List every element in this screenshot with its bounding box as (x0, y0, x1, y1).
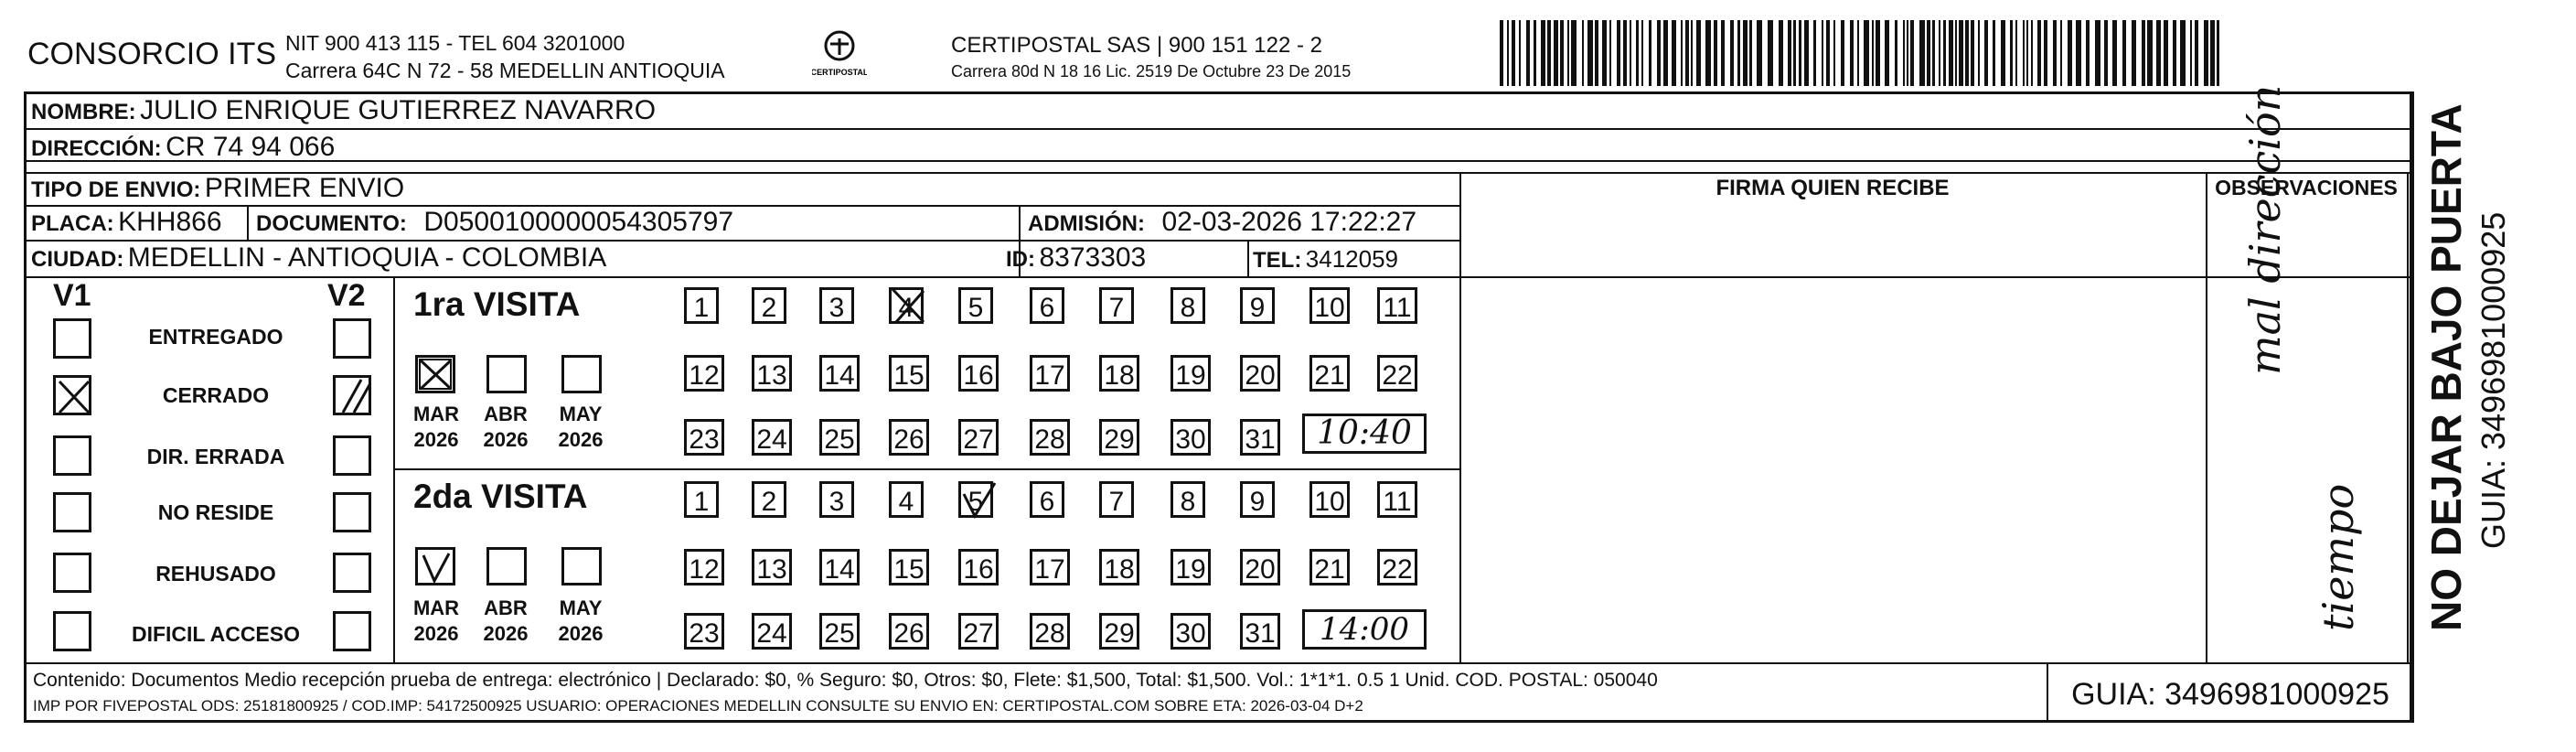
provider-address: Carrera 80d N 18 16 Lic. 2519 De Octubre 23 De 2015 (951, 62, 1352, 81)
placa-label: PLACA: (31, 211, 114, 236)
barcode-bar (1737, 20, 1740, 86)
visit2-day-8[interactable]: 8 (1170, 481, 1205, 518)
v1-checkbox-dir-errada[interactable] (53, 435, 91, 476)
barcode-bar (2122, 20, 2126, 86)
documento-label: DOCUMENTO: (256, 211, 407, 236)
visit2-day-13[interactable]: 13 (752, 549, 792, 585)
barcode-bar (1932, 20, 1935, 86)
barcode-bar (2060, 20, 2062, 86)
barcode-bar (1965, 20, 1969, 86)
visit2-day-12[interactable]: 12 (684, 549, 724, 585)
visit1-day-1[interactable]: 1 (684, 287, 719, 324)
month-label-mar-1: MAR (412, 403, 460, 425)
status-dir-errada: DIR. ERRADA (146, 445, 285, 468)
barcode-bar (1788, 20, 1791, 86)
visit2-day-26[interactable]: 26 (889, 613, 929, 650)
barcode-bar (2015, 20, 2017, 86)
status-cerrado: CERRADO (162, 383, 270, 407)
barcode-bar (2147, 20, 2153, 86)
certipostal-logo (812, 27, 867, 82)
barcode-bar (1512, 20, 1515, 86)
barcode-bar (1691, 20, 1693, 86)
provider-name: CERTIPOSTAL SAS | 900 151 122 - 2 (951, 33, 1322, 58)
v1-checkbox-no-reside[interactable] (53, 492, 91, 532)
visit2-day-10[interactable]: 10 (1309, 481, 1350, 518)
barcode-bar (2173, 20, 2176, 86)
barcode-bar (2076, 20, 2081, 86)
handwritten-observation-2: tiempo (2314, 483, 2363, 631)
slash-mark-icon (336, 378, 372, 416)
visit2-day-5[interactable]: 5 (958, 481, 993, 518)
documento-row (256, 207, 733, 238)
year-label-abr-2: 2026 (483, 622, 529, 645)
visit2-day-15[interactable]: 15 (889, 549, 929, 585)
visit1-day-15[interactable]: 15 (889, 355, 929, 392)
visit2-day-9[interactable]: 9 (1240, 481, 1275, 518)
visit1-day-4[interactable]: 4 (889, 287, 924, 324)
barcode-bar (1617, 20, 1620, 86)
barcode-bar (1779, 20, 1783, 86)
placa-row (31, 207, 222, 238)
visit2-day-16[interactable]: 16 (958, 549, 999, 585)
barcode-bar (1663, 20, 1668, 86)
barcode-bar (1885, 20, 1889, 86)
barcode-bar (1547, 20, 1551, 86)
visit1-day-12[interactable]: 12 (684, 355, 724, 392)
year-label-mar-2: 2026 (413, 622, 459, 645)
barcode-bar (2156, 20, 2161, 86)
visit1-day-23[interactable]: 23 (684, 419, 724, 456)
barcode-bar (1927, 20, 1930, 86)
barcode-bar (1971, 20, 1974, 86)
nombre-value: JULIO ENRIQUE GUTIERREZ NAVARRO (140, 95, 657, 125)
barcode-bar (1696, 20, 1701, 86)
barcode-bar (2112, 20, 2117, 86)
barcode-bar (1919, 20, 1925, 86)
visit1-day-6[interactable]: 6 (1030, 287, 1064, 324)
company-nit: NIT 900 413 115 - TEL 604 3201000 (285, 31, 625, 55)
barcode-bar (1636, 20, 1639, 86)
visit2-day-11[interactable]: 11 (1377, 481, 1417, 518)
visit2-day-6[interactable]: 6 (1030, 481, 1064, 518)
barcode-bar (1630, 20, 1631, 86)
barcode-bar (1949, 20, 1953, 86)
year-label-mar-1: 2026 (413, 428, 459, 451)
first-visit-time (1302, 414, 1427, 454)
visit1-day-11[interactable]: 11 (1377, 287, 1417, 324)
visit2-day-2[interactable]: 2 (752, 481, 786, 518)
barcode-bar (1910, 20, 1914, 86)
barcode-bar (1672, 20, 1676, 86)
svg-text:CERTIPOSTAL: CERTIPOSTAL (812, 68, 867, 77)
v2-checkbox-rehusado[interactable] (333, 553, 371, 593)
visit1-day-13[interactable]: 13 (752, 355, 792, 392)
tel-row (1253, 245, 1398, 274)
barcode-bar (2068, 20, 2072, 86)
signature-area[interactable] (1463, 207, 2204, 661)
month-checkbox-mar-1[interactable] (415, 355, 455, 393)
firma-header: FIRMA QUIEN RECIBE (1716, 176, 1950, 200)
barcode-bar (1567, 20, 1569, 86)
visit1-day-26[interactable]: 26 (889, 419, 929, 456)
barcode-bar (1526, 20, 1530, 86)
id-row (1006, 242, 1146, 274)
visit1-day-20[interactable]: 20 (1240, 355, 1280, 392)
v2-checkbox-no-reside[interactable] (333, 492, 371, 532)
footer-contenido: Contenido: Documentos Medio recepción prueba de entrega: electrónico | Declarado: $0, % Seguro: $0, Otros: $0, Flete: $1,500, Total: $1,500. Vol.: 1*1*1. 0.5 1 Unid. COD. POSTAL: 050040 (33, 670, 1658, 691)
barcode-bar (2104, 20, 2108, 86)
tipo-value: PRIMER ENVIO (204, 173, 405, 203)
handwritten-observation-1: mal dirección (2240, 84, 2290, 375)
barcode-bar (1793, 20, 1796, 86)
month-checkbox-mar-2[interactable] (415, 547, 455, 585)
barcode-bar (1841, 20, 1844, 86)
barcode-bar (1534, 20, 1536, 86)
barcode-bar (1864, 20, 1869, 86)
month-label-may-1: MAY (559, 403, 603, 425)
barcode-bar (1955, 20, 1957, 86)
barcode-bar (1507, 20, 1509, 86)
nombre-row (31, 95, 656, 126)
status-rehusado: REHUSADO (155, 562, 276, 585)
year-label-abr-1: 2026 (483, 428, 529, 451)
barcode-bar (1833, 20, 1835, 86)
month-checkbox-abr-2[interactable] (486, 547, 527, 585)
v1-checkbox-dificil-acceso[interactable] (53, 611, 91, 651)
barcode-bar (1685, 20, 1689, 86)
barcode-bar (1907, 20, 1908, 86)
barcode-bar (1978, 20, 1980, 86)
visit2-day-18[interactable]: 18 (1099, 549, 1139, 585)
visit2-day-23[interactable]: 23 (684, 613, 724, 650)
barcode-bar (1519, 20, 1521, 86)
v2-checkbox-dificil-acceso[interactable] (333, 611, 371, 651)
barcode-bar (1872, 20, 1874, 86)
v1-checkbox-cerrado[interactable] (53, 375, 91, 415)
month-checkbox-abr-1[interactable] (486, 355, 527, 393)
second-visit-time-value: 14:00 (1320, 611, 1409, 648)
status-entregado: ENTREGADO (148, 325, 283, 349)
month-checkbox-may-1[interactable] (561, 355, 602, 393)
visit1-day-27[interactable]: 27 (958, 419, 999, 456)
visit2-day-24[interactable]: 24 (752, 613, 792, 650)
visit1-day-10[interactable]: 10 (1309, 287, 1350, 324)
barcode-bar (1850, 20, 1854, 86)
visit2-day-3[interactable]: 3 (819, 481, 854, 518)
barcode-bar (2037, 20, 2041, 86)
documento-value: D0500100000054305797 (423, 207, 734, 237)
month-label-abr-1: ABR (484, 403, 528, 425)
visit2-day-25[interactable]: 25 (819, 613, 860, 650)
barcode-bar (2026, 20, 2028, 86)
visit1-day-24[interactable]: 24 (752, 419, 792, 456)
barcode-bar (2204, 20, 2208, 86)
barcode-bar (1681, 20, 1683, 86)
direccion-value: CR 74 94 066 (166, 132, 336, 162)
barcode-bar (1943, 20, 1946, 86)
visit1-day-14[interactable]: 14 (819, 355, 860, 392)
barcode-bar (1582, 20, 1584, 86)
barcode-bar (1876, 20, 1880, 86)
barcode-bar (1554, 20, 1558, 86)
company-address: Carrera 64C N 72 - 58 MEDELLIN ANTIOQUIA (285, 59, 725, 82)
month-label-abr-2: ABR (484, 596, 528, 619)
status-dificil-acceso: DIFICIL ACCESO (131, 622, 300, 646)
barcode-bar (2195, 20, 2198, 86)
barcode-bar (1571, 20, 1577, 86)
barcode-bar (2164, 20, 2168, 86)
barcode-bar (2180, 20, 2186, 86)
visit1-day-31[interactable]: 31 (1240, 419, 1280, 456)
second-visit-title: 2da VISITA (413, 478, 588, 515)
visit2-day-30[interactable]: 30 (1170, 613, 1211, 650)
footer-guia: GUIA: 3496981000925 (2071, 677, 2389, 712)
barcode-bar (2210, 20, 2215, 86)
visit2-day-1[interactable]: 1 (684, 481, 719, 518)
visit1-day-2[interactable]: 2 (752, 287, 786, 324)
visit2-day-29[interactable]: 29 (1099, 613, 1139, 650)
barcode-bar (2031, 20, 2033, 86)
v2-checkbox-entregado[interactable] (333, 318, 371, 359)
barcode-bar (2132, 20, 2136, 86)
barcode-bar (1984, 20, 1988, 86)
v1-checkbox-rehusado[interactable] (53, 553, 91, 593)
tel-label: TEL: (1253, 248, 1302, 273)
barcode-bar (1560, 20, 1564, 86)
nombre-label: NOMBRE: (31, 100, 136, 124)
visit2-day-17[interactable]: 17 (1030, 549, 1070, 585)
x-mark-icon (889, 285, 929, 326)
barcode-bar (1757, 20, 1762, 86)
visit1-day-7[interactable]: 7 (1099, 287, 1134, 324)
visit1-day-19[interactable]: 19 (1170, 355, 1211, 392)
tel-value: 3412059 (1305, 245, 1399, 273)
barcode-bar (1623, 20, 1627, 86)
visit1-day-18[interactable]: 18 (1099, 355, 1139, 392)
barcode-bar (1826, 20, 1830, 86)
barcode-bar (1993, 20, 1995, 86)
visit2-day-27[interactable]: 27 (958, 613, 999, 650)
barcode-bar (1705, 20, 1711, 86)
barcode-bar (1768, 20, 1773, 86)
month-checkbox-may-2[interactable] (561, 547, 602, 585)
visit1-day-30[interactable]: 30 (1170, 419, 1211, 456)
id-value: 8373303 (1039, 242, 1147, 273)
barcode-bar (1895, 20, 1897, 86)
visit2-day-21[interactable]: 21 (1309, 549, 1350, 585)
visit1-day-29[interactable]: 29 (1099, 419, 1139, 456)
barcode-bar (2053, 20, 2057, 86)
visit1-day-8[interactable]: 8 (1170, 287, 1205, 324)
tipo-label: TIPO DE ENVIO: (31, 177, 201, 202)
barcode-bar (1730, 20, 1734, 86)
barcode-bar (2217, 20, 2219, 86)
year-label-may-2: 2026 (558, 622, 604, 645)
barcode-bar (2190, 20, 2192, 86)
barcode-bar (2044, 20, 2047, 86)
visit2-day-7[interactable]: 7 (1099, 481, 1134, 518)
v1-checkbox-entregado[interactable] (53, 318, 91, 359)
barcode-bar (1587, 20, 1593, 86)
company-name: CONSORCIO ITS (27, 37, 277, 71)
barcode-bar (1939, 20, 1940, 86)
barcode-bar (2010, 20, 2013, 86)
barcode-bar (1541, 20, 1545, 86)
visit2-day-28[interactable]: 28 (1030, 613, 1070, 650)
x-mark-icon (418, 358, 454, 392)
admision-label: ADMISIÓN: (1028, 211, 1145, 236)
visit1-day-17[interactable]: 17 (1030, 355, 1070, 392)
visit2-day-19[interactable]: 19 (1170, 549, 1211, 585)
visit1-day-5[interactable]: 5 (958, 287, 993, 324)
barcode-bar (2086, 20, 2090, 86)
visit1-day-3[interactable]: 3 (819, 287, 854, 324)
barcode-bar (1857, 20, 1859, 86)
visit1-day-16[interactable]: 16 (958, 355, 999, 392)
month-label-mar-2: MAR (412, 596, 460, 619)
barcode-bar (1749, 20, 1752, 86)
ciudad-value: MEDELLIN - ANTIOQUIA - COLOMBIA (127, 242, 607, 273)
visit1-day-21[interactable]: 21 (1309, 355, 1350, 392)
direccion-label: DIRECCIÓN: (31, 136, 162, 161)
v2-checkbox-cerrado[interactable] (333, 375, 371, 415)
admision-row (1028, 207, 1416, 238)
direccion-row (31, 132, 335, 163)
visit2-day-20[interactable]: 20 (1240, 549, 1280, 585)
placa-value: KHH866 (118, 207, 222, 237)
barcode-bar (1602, 20, 1607, 86)
first-visit-title: 1ra VISITA (413, 285, 581, 323)
barcode-bar (1799, 20, 1801, 86)
v2-checkbox-dir-errada[interactable] (333, 435, 371, 476)
check-mark-icon (418, 550, 454, 585)
visit1-day-25[interactable]: 25 (819, 419, 860, 456)
barcode-bar (1721, 20, 1725, 86)
admision-value: 02-03-2026 17:22:27 (1161, 207, 1417, 237)
tipo-row (31, 173, 404, 204)
barcode (1500, 20, 2231, 86)
footer-impresion: IMP POR FIVEPOSTAL ODS: 25181800925 / COD.IMP: 54172500925 USUARIO: OPERACIONES MEDELLIN CONSULTE SU ENVIO EN: CERTIPOSTAL.COM SOBRE ETA: 2026-03-04 D+2 (33, 697, 1363, 714)
x-mark-icon (56, 378, 92, 416)
ciudad-row (31, 242, 606, 274)
barcode-bar (1641, 20, 1643, 86)
barcode-bar (1822, 20, 1823, 86)
barcode-bar (1714, 20, 1717, 86)
status-no-reside: NO RESIDE (157, 500, 274, 524)
first-visit-time-value: 10:40 (1317, 414, 1412, 452)
year-label-may-1: 2026 (558, 428, 604, 451)
barcode-bar (2095, 20, 2100, 86)
observaciones-header: OBSERVACIONES (2215, 176, 2398, 199)
visit2-day-4[interactable]: 4 (889, 481, 924, 518)
barcode-bar (1903, 20, 1905, 86)
v2-label: V2 (327, 278, 366, 313)
barcode-bar (2023, 20, 2025, 86)
visit2-day-31[interactable]: 31 (1240, 613, 1280, 650)
visit1-day-22[interactable]: 22 (1377, 355, 1417, 392)
visit2-day-22[interactable]: 22 (1377, 549, 1417, 585)
check-mark-icon (958, 479, 999, 520)
barcode-bar (1595, 20, 1598, 86)
barcode-bar (1657, 20, 1661, 86)
barcode-bar (1743, 20, 1748, 86)
visit1-day-9[interactable]: 9 (1240, 287, 1275, 324)
barcode-bar (2142, 20, 2145, 86)
ciudad-label: CIUDAD: (31, 247, 124, 272)
warning-text: NO DEJAR BAJO PUERTA (2422, 103, 2470, 631)
visit2-day-14[interactable]: 14 (819, 549, 860, 585)
visit1-day-28[interactable]: 28 (1030, 419, 1070, 456)
barcode-bar (1804, 20, 1809, 86)
barcode-bar (1649, 20, 1651, 86)
month-label-may-2: MAY (559, 596, 603, 619)
barcode-bar (1500, 20, 1503, 86)
barcode-bar (1609, 20, 1611, 86)
v1-label: V1 (53, 278, 91, 313)
barcode-bar (2001, 20, 2005, 86)
barcode-bar (1813, 20, 1816, 86)
second-visit-time (1302, 609, 1427, 650)
barcode-bar (1959, 20, 1963, 86)
side-guia: GUIA: 3496981000925 (2474, 211, 2512, 549)
id-label: ID: (1006, 247, 1035, 272)
